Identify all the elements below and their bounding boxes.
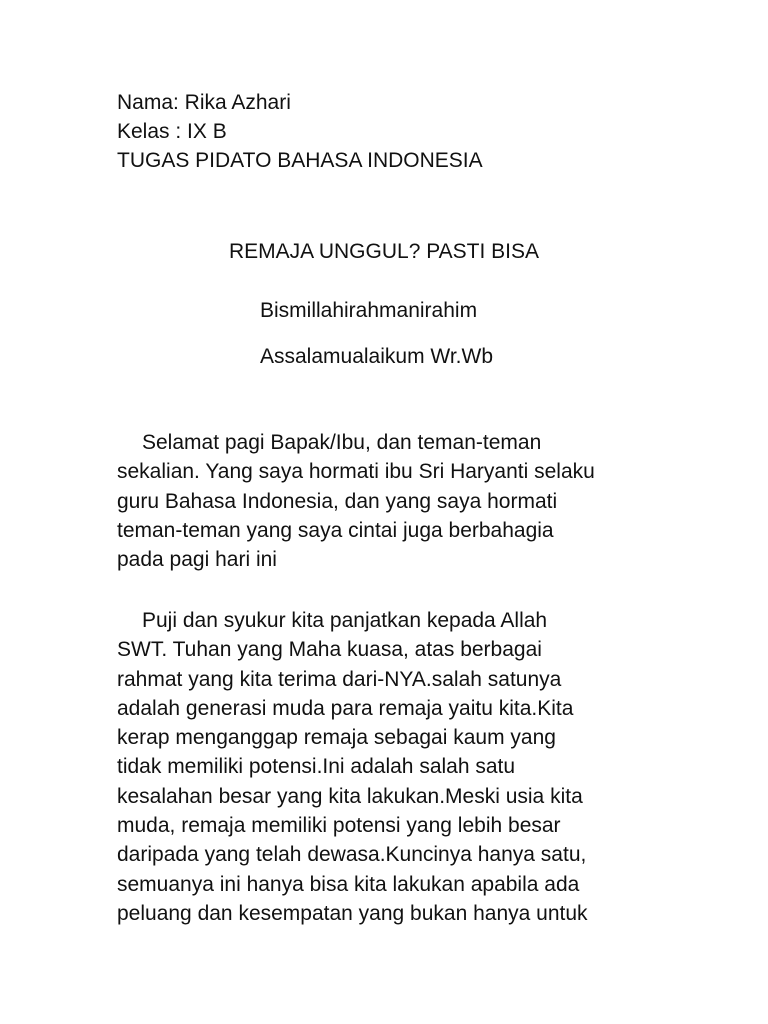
- paragraph-gratitude: [117, 606, 657, 928]
- paragraph-line: SWT. Tuhan yang Maha kuasa, atas berbagai: [117, 638, 542, 662]
- paragraph-greeting: [117, 428, 657, 574]
- document-header: [117, 88, 483, 175]
- student-class: Kelas : IX B: [117, 120, 227, 143]
- paragraph-line: pada pagi hari ini: [117, 548, 277, 572]
- student-name: Nama: Rika Azhari: [117, 91, 291, 114]
- paragraph-line: kerap menganggap remaja sebagai kaum yang: [117, 726, 556, 750]
- paragraph-line: semuanya ini hanya bisa kita lakukan apabila ada: [117, 872, 580, 896]
- paragraph-line: Puji dan syukur kita panjatkan kepada Allah: [142, 609, 548, 632]
- paragraph-line: adalah generasi muda para remaja yaitu kita.Kita: [117, 696, 574, 720]
- paragraph-line: guru Bahasa Indonesia, dan yang saya hormati: [117, 489, 558, 513]
- opening-bismillah: Bismillahirahmanirahim: [260, 299, 478, 322]
- paragraph-line: Selamat pagi Bapak/Ibu, dan teman-teman: [142, 431, 542, 454]
- paragraph-line: muda, remaja memiliki potensi yang lebih besar: [117, 814, 561, 838]
- paragraph-line: sekalian. Yang saya hormati ibu Sri Haryanti selaku: [117, 460, 595, 484]
- paragraph-line: rahmat yang kita terima dari-NYA.salah satunya: [117, 667, 562, 691]
- opening-greeting: Assalamualaikum Wr.Wb: [260, 345, 494, 368]
- paragraph-line: peluang dan kesempatan yang bukan hanya untuk: [117, 901, 588, 925]
- paragraph-line: kesalahan besar yang kita lakukan.Meski usia kita: [117, 784, 583, 808]
- assignment-title: TUGAS PIDATO BAHASA INDONESIA: [117, 149, 483, 172]
- paragraph-line: teman-teman yang saya cintai juga berbahagia: [117, 518, 554, 542]
- paragraph-line: daripada yang telah dewasa.Kuncinya hanya satu,: [117, 843, 587, 867]
- paragraph-line: tidak memiliki potensi.Ini adalah salah satu: [117, 755, 516, 779]
- speech-title: REMAJA UNGGUL? PASTI BISA: [229, 240, 540, 263]
